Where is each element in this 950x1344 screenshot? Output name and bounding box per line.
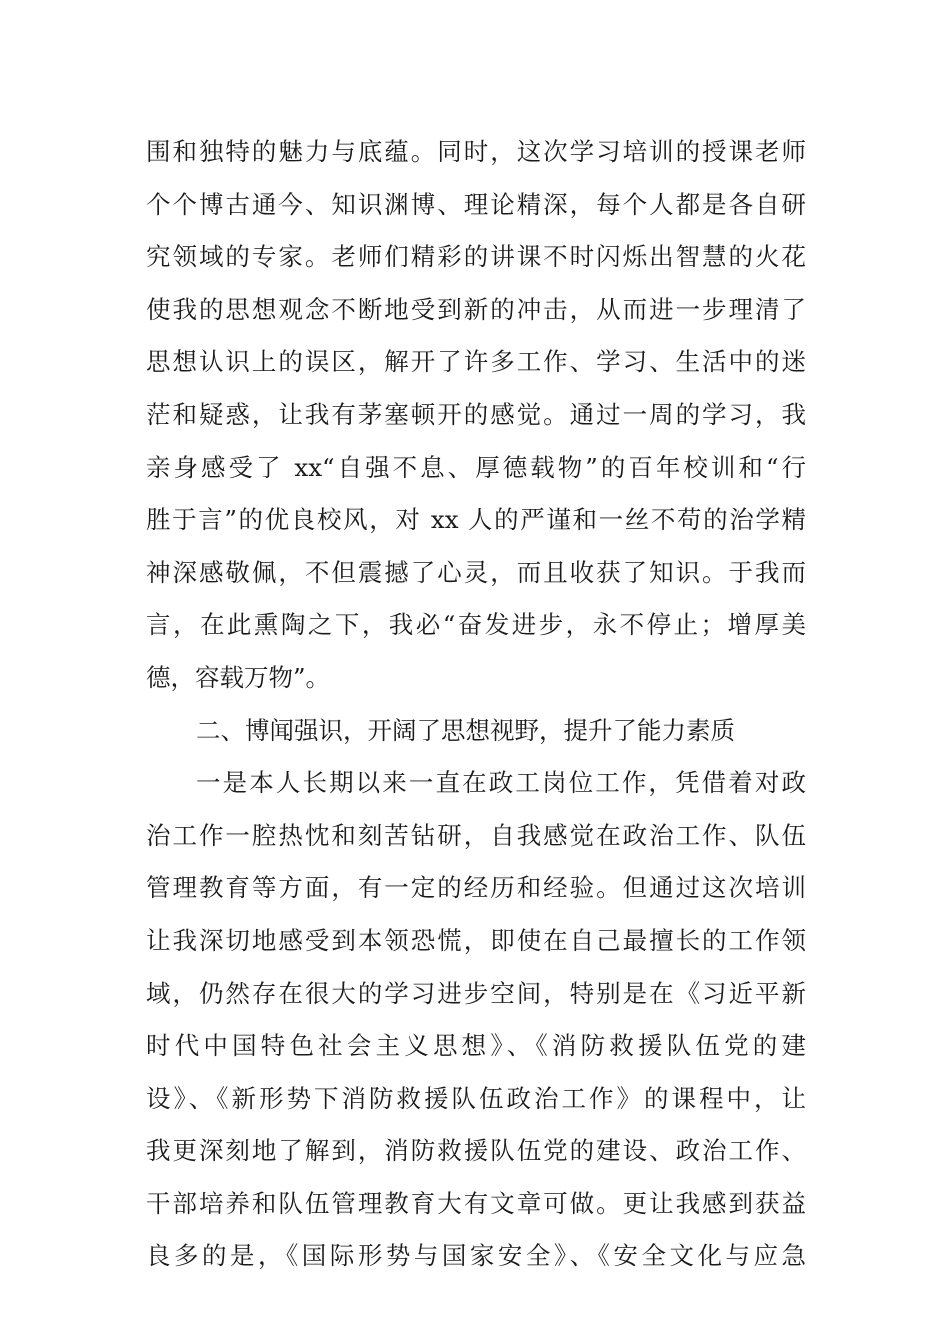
body-text: [146, 126, 806, 1283]
text-line: 使我的思想观念不断地受到新的冲击，从而进一步理清了: [146, 294, 806, 324]
text-line: 设》、《新形势下消防救援队伍政治工作》的课程中，让: [146, 1083, 806, 1113]
text-line: 茫和疑惑，让我有茅塞顿开的感觉。通过一周的学习，我: [146, 399, 806, 429]
text-line: 胜于言”的优良校风，对 xx 人的严谨和一丝不苟的治学精: [146, 505, 806, 535]
text-line: 围和独特的魅力与底蕴。同时，这次学习培训的授课老师: [146, 137, 806, 166]
paragraph-1: [146, 126, 806, 705]
text-line: 言，在此熏陶之下，我必“奋发进步，永不停止；增厚美: [146, 610, 806, 640]
text-line: 良多的是，《国际形势与国家安全》、《安全文化与应急: [146, 1241, 806, 1271]
text-line: 时代中国特色社会主义思想》、《消防救援队伍党的建: [146, 1031, 806, 1061]
text-line: 我更深刻地了解到，消防救援队伍党的建设、政治工作、: [146, 1136, 806, 1166]
text-line: 一是本人长期以来一直在政工岗位工作，凭借着对政: [196, 768, 806, 798]
text-line: 让我深切地感受到本领恐慌，即使在自己最擅长的工作领: [146, 925, 806, 955]
text-line: 神深感敬佩，不但震撼了心灵，而且收获了知识。于我而: [146, 557, 806, 587]
heading-line: 二、博闻强识，开阔了思想视野，提升了能力素质: [196, 715, 735, 745]
text-line: 究领域的专家。老师们精彩的讲课不时闪烁出智慧的火花: [146, 242, 806, 272]
text-line: 域，仍然存在很大的学习进步空间，特别是在《习近平新: [146, 978, 806, 1008]
text-line: 思想认识上的误区，解开了许多工作、学习、生活中的迷: [146, 347, 806, 377]
text-line: 个个博古通今、知识渊博、理论精深，每个人都是各自研: [146, 189, 806, 219]
paragraph-2: [146, 757, 806, 1283]
section-heading: [146, 705, 806, 758]
text-line: 亲身感受了 xx“自强不息、厚德载物”的百年校训和“行: [146, 452, 806, 482]
text-line: 治工作一腔热忱和刻苦钻研，自我感觉在政治工作、队伍: [146, 820, 806, 850]
text-line: 管理教育等方面，有一定的经历和经验。但通过这次培训: [146, 873, 806, 903]
text-line: 德，容载万物”。: [146, 662, 331, 692]
text-line: 干部培养和队伍管理教育大有文章可做。更让我感到获益: [146, 1188, 806, 1218]
